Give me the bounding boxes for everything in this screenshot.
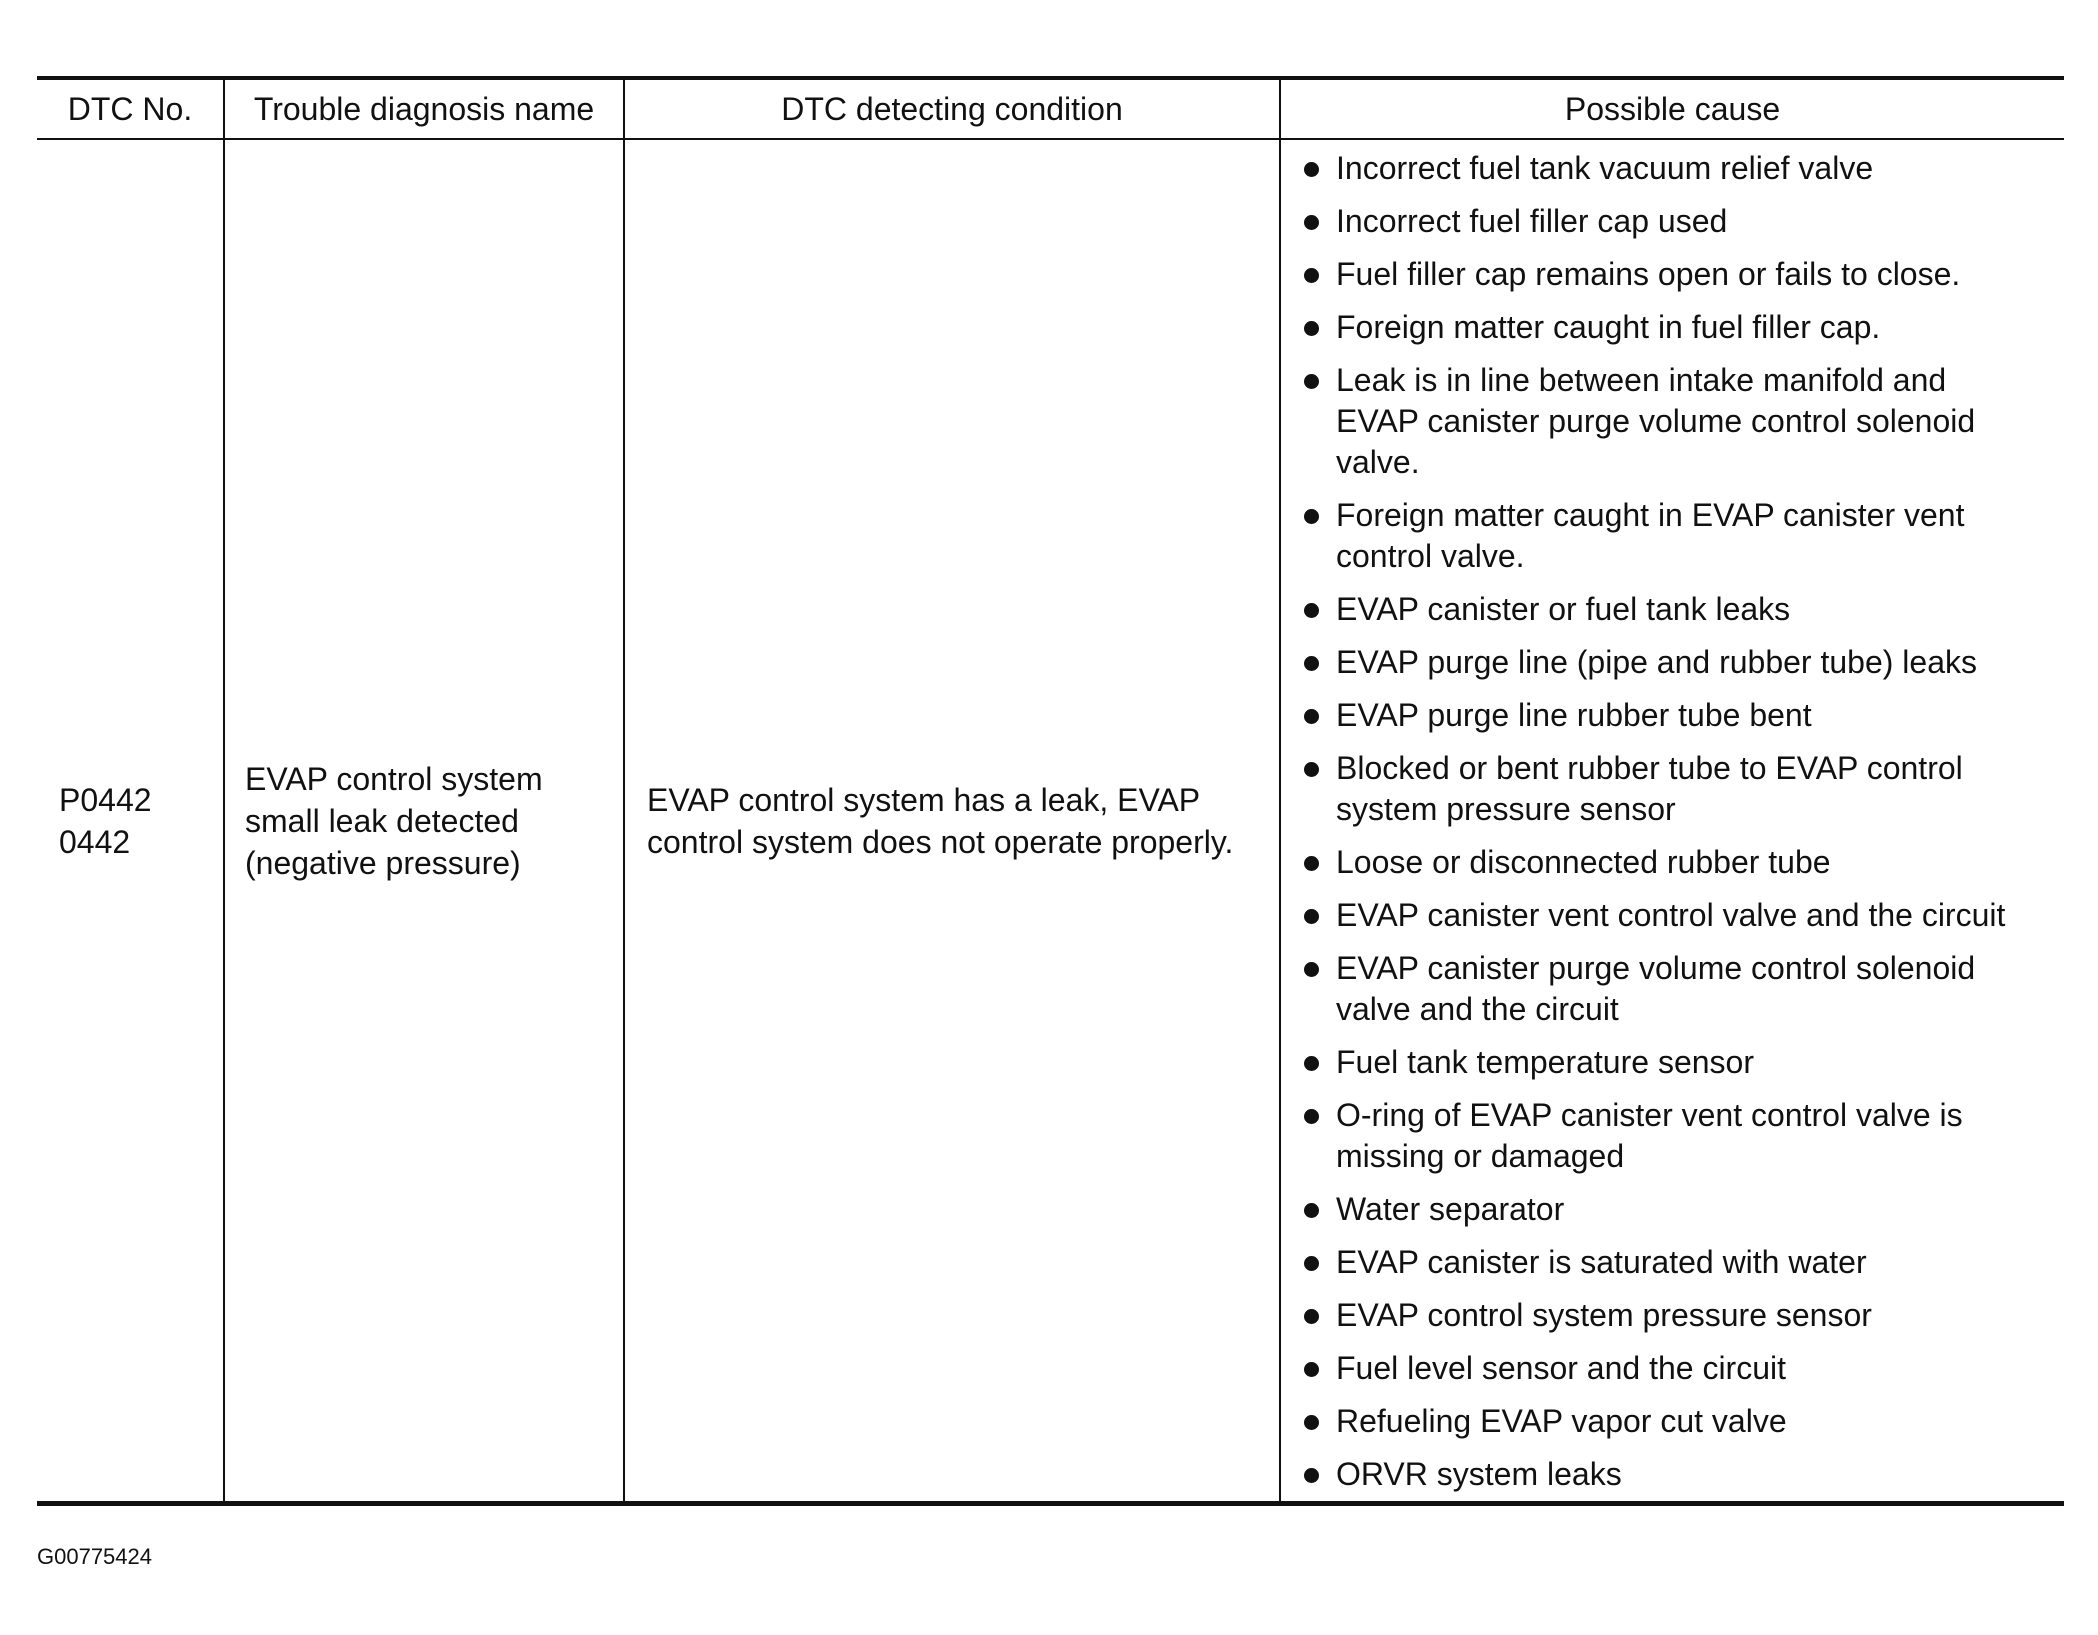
- cause-text: valve.: [1336, 444, 1420, 480]
- dtc-code: 0442: [59, 823, 131, 860]
- cause-text: EVAP purge line (pipe and rubber tube) leaks: [1336, 644, 1977, 680]
- header-possible-cause: Possible cause: [1280, 78, 2064, 139]
- list-item: [1301, 307, 2054, 348]
- cause-text: Leak is in line between intake manifold and: [1336, 362, 1947, 398]
- cause-text: Incorrect fuel tank vacuum relief valve: [1336, 150, 1874, 186]
- bullet-icon: [1304, 1056, 1319, 1071]
- cause-text: system pressure sensor: [1336, 791, 1676, 827]
- bullet-icon: [1304, 603, 1319, 618]
- bullet-icon: [1304, 1468, 1319, 1483]
- diagnosis-name-line: small leak detected: [245, 802, 519, 839]
- cause-text: EVAP canister purge volume control solenoid: [1336, 950, 1976, 986]
- list-item: [1301, 895, 2054, 936]
- cause-text: Refueling EVAP vapor cut valve: [1336, 1403, 1787, 1439]
- list-item: [1301, 642, 2054, 683]
- trouble-diagnosis-name-cell: [224, 139, 624, 1504]
- list-item: [1301, 1189, 2054, 1230]
- list-item: [1301, 360, 2054, 483]
- cause-text: Blocked or bent rubber tube to EVAP control: [1336, 750, 1963, 786]
- list-item: [1301, 948, 2054, 1030]
- figure-id: G00775424: [37, 1544, 152, 1569]
- bullet-icon: [1304, 268, 1319, 283]
- header-trouble-diagnosis-name: Trouble diagnosis name: [224, 78, 624, 139]
- bullet-icon: [1304, 321, 1319, 336]
- list-item: [1301, 254, 2054, 295]
- bullet-icon: [1304, 962, 1319, 977]
- list-item: [1301, 1401, 2054, 1442]
- cause-text: Loose or disconnected rubber tube: [1336, 844, 1831, 880]
- list-item: [1301, 1095, 2054, 1177]
- condition-line: control system does not operate properly.: [647, 823, 1234, 860]
- cause-text: Incorrect fuel filler cap used: [1336, 203, 1728, 239]
- diagnosis-name-line: (negative pressure): [245, 844, 521, 881]
- diagnosis-name-line: EVAP control system: [245, 760, 543, 797]
- list-item: [1301, 748, 2054, 830]
- bullet-icon: [1304, 856, 1319, 871]
- cause-text: EVAP canister purge volume control solenoid: [1336, 403, 1976, 439]
- cause-text: EVAP canister vent control valve and the circuit: [1336, 897, 2006, 933]
- list-item: [1301, 495, 2054, 577]
- dtc-code: P0442: [59, 781, 152, 818]
- list-item: [1301, 589, 2054, 630]
- bullet-icon: [1304, 709, 1319, 724]
- bullet-icon: [1304, 656, 1319, 671]
- list-item: [1301, 842, 2054, 883]
- cause-text: EVAP purge line rubber tube bent: [1336, 697, 1812, 733]
- cause-text: Fuel filler cap remains open or fails to close.: [1336, 256, 1961, 292]
- bullet-icon: [1304, 762, 1319, 777]
- cause-text: ORVR system leaks: [1336, 1456, 1622, 1492]
- cause-text: Foreign matter caught in fuel filler cap.: [1336, 309, 1881, 345]
- header-detecting-condition: DTC detecting condition: [624, 78, 1280, 139]
- possible-cause-cell: [1280, 139, 2064, 1504]
- bullet-icon: [1304, 215, 1319, 230]
- list-item: [1301, 148, 2054, 189]
- cause-text: Foreign matter caught in EVAP canister vent: [1336, 497, 1965, 533]
- possible-cause-list: [1301, 148, 2054, 1495]
- table-row: [37, 139, 2064, 1504]
- condition-line: EVAP control system has a leak, EVAP: [647, 781, 1201, 818]
- list-item: [1301, 1042, 2054, 1083]
- cause-text: control valve.: [1336, 538, 1525, 574]
- bullet-icon: [1304, 1415, 1319, 1430]
- list-item: [1301, 201, 2054, 242]
- list-item: [1301, 1242, 2054, 1283]
- cause-text: Fuel tank temperature sensor: [1336, 1044, 1754, 1080]
- bullet-icon: [1304, 1362, 1319, 1377]
- dtc-no-cell: [37, 139, 224, 1504]
- bullet-icon: [1304, 909, 1319, 924]
- bullet-icon: [1304, 509, 1319, 524]
- dtc-table: [37, 76, 2064, 1506]
- cause-text: valve and the circuit: [1336, 991, 1619, 1027]
- bullet-icon: [1304, 162, 1319, 177]
- bullet-icon: [1304, 1309, 1319, 1324]
- header-row: [37, 78, 2064, 139]
- cause-text: EVAP canister or fuel tank leaks: [1336, 591, 1791, 627]
- cause-text: Fuel level sensor and the circuit: [1336, 1350, 1786, 1386]
- list-item: [1301, 695, 2054, 736]
- list-item: [1301, 1454, 2054, 1495]
- bullet-icon: [1304, 374, 1319, 389]
- cause-text: Water separator: [1336, 1191, 1565, 1227]
- list-item: [1301, 1295, 2054, 1336]
- bullet-icon: [1304, 1109, 1319, 1124]
- list-item: [1301, 1348, 2054, 1389]
- bullet-icon: [1304, 1203, 1319, 1218]
- bullet-icon: [1304, 1256, 1319, 1271]
- header-dtc-no: DTC No.: [37, 78, 224, 139]
- cause-text: EVAP control system pressure sensor: [1336, 1297, 1872, 1333]
- detecting-condition-cell: [624, 139, 1280, 1504]
- cause-text: missing or damaged: [1336, 1138, 1625, 1174]
- cause-text: O-ring of EVAP canister vent control valve is: [1336, 1097, 1963, 1133]
- cause-text: EVAP canister is saturated with water: [1336, 1244, 1867, 1280]
